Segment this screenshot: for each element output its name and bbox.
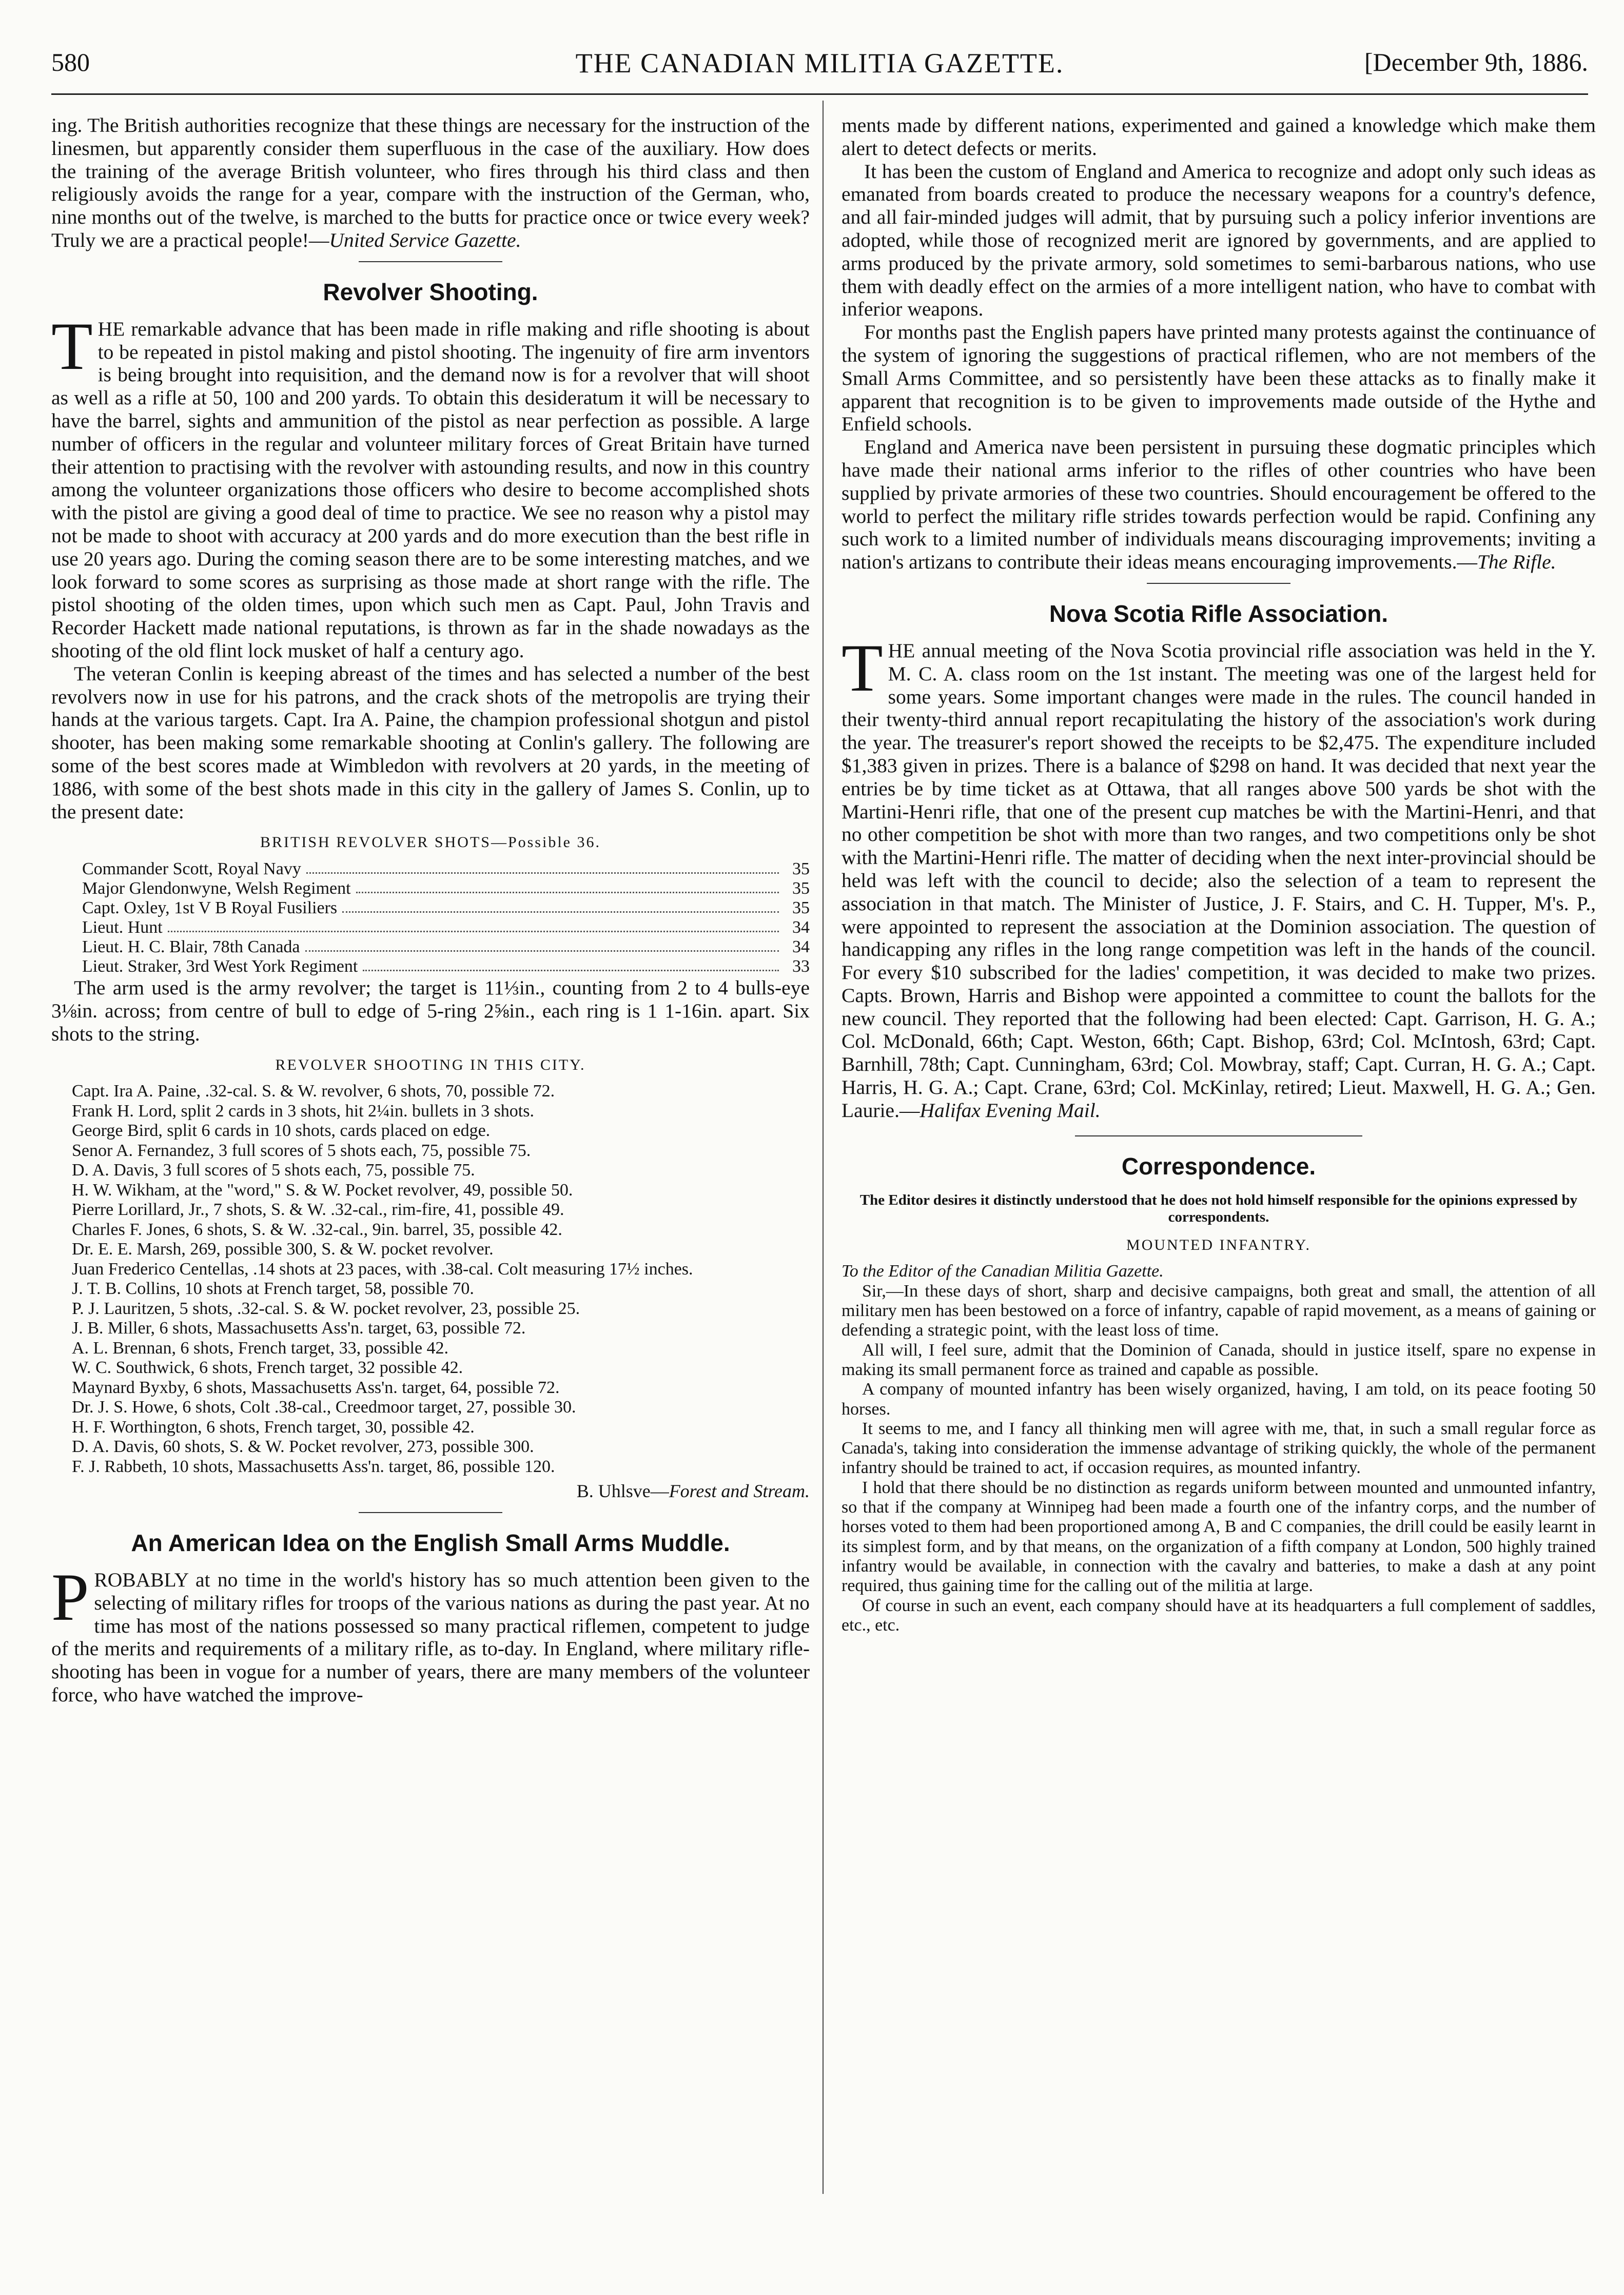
american-continuation-4-text: England and America nave been persistent in pursuing these dogmatic principles which have made their national arms inferior to the rifles of other countries who have been supplied by private armories of these two countries. Should encouragement be offered to the world to perfect the military rifle strides towards perfection would be rapid. Confining any such work to a limited number of individuals means discouraging improvements; inviting a nation's artizans to contribute their ideas means encouraging improvements.— bbox=[842, 436, 1596, 574]
city-shot-entry: Pierre Lorillard, Jr., 7 shots, S. & W. .32-cal., rim-fire, 41, possible 49. bbox=[72, 1200, 564, 1220]
left-column bbox=[51, 114, 810, 2212]
revolver-paragraph-2: The veteran Conlin is keeping abreast of the times and has selected a number of the best revolvers now in use for his patrons, and the crack shots of the metropolis are trying their hands at the various targets. Capt. Ira A. Paine, the champion professional shotgun and pistol shooter, has been making some remarkable shooting at Conlin's gallery. The following are some of the best scores made at Wimbledon with revolvers at 20 yards, in the meeting of 1886, with some of the best shots made in this city in the gallery of James S. Conlin, up to the present date: bbox=[51, 662, 810, 823]
shooter-name: Major Glendonwyne, Welsh Regiment bbox=[82, 879, 351, 898]
right-column bbox=[842, 114, 1596, 2212]
letter-subhead: MOUNTED INFANTRY. bbox=[1126, 1236, 1311, 1253]
letter-paragraph: Of course in such an event, each company should have at its headquarters a full complement of saddles, etc., etc. bbox=[842, 1596, 1596, 1635]
section-rule bbox=[359, 1512, 502, 1513]
letter-paragraph: It seems to me, and I fancy all thinking men will agree with me, that, in such a small regular force as Canada's, taking into consideration the immense advantage of striking quickly, the whole of the permanent infantry should be trained to act, if occasion requires, as mounted infantry. bbox=[842, 1419, 1596, 1478]
city-shots-list bbox=[72, 1082, 810, 1477]
american-continuation-3: For months past the English papers have printed many protests against the continuance of the system of ignoring the suggestions of practical riflemen, who are not members of the Small Arms Committee, and so persistently have been these attacks as to finally make it apparent that recognition is to be given to improvements made outside of the Hythe and Enfield schools. bbox=[842, 321, 1596, 436]
american-dropcap: P bbox=[51, 1559, 89, 1635]
shooter-score: 34 bbox=[792, 937, 810, 957]
city-shot-entry: A. L. Brennan, 6 shots, French target, 33, possible 42. bbox=[72, 1338, 449, 1358]
city-shot-entry: Capt. Ira A. Paine, .32-cal. S. & W. revolver, 6 shots, 70, possible 72. bbox=[72, 1082, 555, 1101]
shooter-name: Capt. Oxley, 1st V B Royal Fusiliers bbox=[82, 898, 338, 918]
section-rule bbox=[1147, 583, 1290, 584]
nova-source: Halifax Evening Mail. bbox=[919, 1099, 1101, 1122]
correspondence-title: Correspondence. bbox=[1121, 1152, 1316, 1180]
nova-dropcap: T bbox=[842, 630, 883, 705]
leader-dots bbox=[363, 957, 779, 971]
city-shot-entry: D. A. Davis, 3 full scores of 5 shots each, 75, possible 75. bbox=[72, 1161, 475, 1180]
shooter-name: Lieut. H. C. Blair, 78th Canada bbox=[82, 937, 300, 957]
section-rule bbox=[1075, 1135, 1362, 1136]
city-shot-entry: Charles F. Jones, 6 shots, S. & W. .32-cal., 9in. barrel, 35, possible 42. bbox=[72, 1220, 562, 1239]
leader-dots bbox=[306, 859, 779, 874]
intro-paragraph bbox=[51, 114, 810, 252]
leader-dots bbox=[356, 879, 779, 893]
american-continuation-2: It has been the custom of England and America to recognize and adopt only such ideas as emanated from boards created to produce the necessary weapons for a country's defence, and all fair-minded judges will admit, that by pursuing such a policy inferior inventions are adopted, while those of recognized merit are ignored by governments, and are applied to arms produced by the private armory, sold sometimes to semi-barbarous nations, who use them with deadly effect on the armies of a more intelligent nation, who have to combat with inferior weapons. bbox=[842, 160, 1596, 321]
signature-source: Forest and Stream. bbox=[669, 1481, 810, 1502]
british-shot-row bbox=[82, 918, 810, 937]
city-shot-entry: Juan Frederico Centellas, .14 shots at 23 paces, with .38-cal. Colt measuring 17½ inches. bbox=[72, 1259, 693, 1279]
editor-note: The Editor desires it distinctly understood that he does not hold himself responsible for the opinions expressed by correspondents. bbox=[859, 1191, 1578, 1225]
column-divider bbox=[823, 101, 824, 2194]
city-shot-entry: W. C. Southwick, 6 shots, French target, 32 possible 42. bbox=[72, 1358, 463, 1378]
letter-to-line: To the Editor of the Canadian Militia Gazette. bbox=[842, 1262, 1164, 1281]
revolver-dropcap: T bbox=[51, 308, 93, 384]
issue-date: [December 9th, 1886. bbox=[1364, 48, 1588, 76]
city-shot-entry: H. W. Wikham, at the "word," S. & W. Pocket revolver, 49, possible 50. bbox=[72, 1180, 573, 1200]
city-shot-entry: Senor A. Fernandez, 3 full scores of 5 shots each, 75, possible 75. bbox=[72, 1141, 531, 1160]
city-shots-title: REVOLVER SHOOTING IN THIS CITY. bbox=[275, 1056, 586, 1073]
british-shot-row bbox=[82, 879, 810, 898]
shooter-name: Commander Scott, Royal Navy bbox=[82, 859, 301, 879]
british-shots-list bbox=[51, 859, 810, 976]
city-shot-entry: F. J. Rabbeth, 10 shots, Massachusetts Ass'n. target, 86, possible 120. bbox=[72, 1457, 555, 1476]
british-shot-row bbox=[82, 898, 810, 918]
shooter-name: Lieut. Hunt bbox=[82, 918, 163, 937]
shooter-score: 35 bbox=[792, 898, 810, 918]
shooter-score: 34 bbox=[792, 918, 810, 937]
british-shot-row bbox=[82, 859, 810, 879]
leader-dots bbox=[305, 937, 779, 952]
masthead-title: THE CANADIAN MILITIA GAZETTE. bbox=[575, 48, 1064, 79]
revolver-p1-text: HE remarkable advance that has been made in rifle making and rifle shooting is about to be repeated in pistol making and pistol shooting. The ingenuity of fire arm inventors is being brought into requisition, and the demand now is for a revolver that will shoot as well as a rifle at 50, 100 and 200 yards. To obtain this desideratum it will be necessary to have the barrel, sights and ammunition of the pistol as near perfection as possible. A large number of officers in the regular and volunteer military forces of Great Britain have turned their attention to practising with the revolver with astounding results, and now in this country among the volunteer organizations those officers who desire to become accomplished shots with the pistol are giving a good deal of time to practice. We see no reason why a pistol may not be made to shoot with accuracy at 200 yards and do more execution than the best rifle in use 20 years ago. During the coming season there are to be some interesting matches, and we look forward to some scores as surprising as those made at short range with the rifle. The pistol shooting of the olden times, upon which such men as Capt. Paul, John Travis and Recorder Hackett made national reputations, is thrown as far in the shade nowadays as the shooting of the old flint lock musket of half a century ago. bbox=[51, 317, 810, 662]
city-shot-entry: P. J. Lauritzen, 5 shots, .32-cal. S. & W. pocket revolver, 23, possible 25. bbox=[72, 1299, 580, 1318]
city-shot-entry: J. T. B. Collins, 10 shots at French target, 58, possible 70. bbox=[72, 1279, 474, 1299]
intro-text: ing. The British authorities recognize that these things are necessary for the instruction of the linesmen, but apparently consider them superfluous in the case of the auxiliary. How does the training of the average British volunteer, who fires through his third class and then religiously avoids the range for a year, compare with the instruction of the German, who, nine months out of the twelve, is marched to the butts for practice once or twice every week? Truly we are a practical people!— bbox=[51, 114, 810, 251]
leader-dots bbox=[342, 898, 779, 913]
signature-name: B. Uhlsve— bbox=[576, 1481, 669, 1502]
revolver-paragraph-1 bbox=[51, 308, 810, 662]
british-shot-row bbox=[82, 937, 810, 957]
letter-paragraph: All will, I feel sure, admit that the Dominion of Canada, should in justice itself, spare no expense in making its small permanent force as trained and capable as possible. bbox=[842, 1340, 1596, 1379]
shooter-name: Lieut. Straker, 3rd West York Regiment bbox=[82, 957, 358, 976]
nova-title: Nova Scotia Rifle Association. bbox=[1049, 600, 1388, 627]
american-paragraph-1 bbox=[51, 1559, 810, 1706]
revolver-title: Revolver Shooting. bbox=[323, 278, 538, 305]
letter-paragraph: Sir,—In these days of short, sharp and decisive campaigns, both great and small, the attention of all military men has been bestowed on a force of infantry, capable of rapid movement, as a means of gaining or defending a strategic point, with the least loss of time. bbox=[842, 1281, 1596, 1340]
page-header bbox=[51, 47, 1588, 83]
city-shot-entry: Dr. E. E. Marsh, 269, possible 300, S. & W. pocket revolver. bbox=[72, 1240, 494, 1259]
city-shot-entry: Maynard Byxby, 6 shots, Massachusetts Ass'n. target, 64, possible 72. bbox=[72, 1378, 560, 1397]
revolver-paragraph-3: The arm used is the army revolver; the target is 11⅓in., counting from 2 to 4 bulls-eye 3⅛in. across; from centre of bull to edge of 5-ring 2⅝in., each ring is 1 1-16in. apart. Six shots to the string. bbox=[51, 976, 810, 1045]
shooter-score: 35 bbox=[792, 879, 810, 898]
american-source: The Rifle. bbox=[1477, 551, 1556, 574]
nova-paragraph bbox=[842, 630, 1596, 1122]
header-rule bbox=[51, 93, 1588, 95]
american-title: An American Idea on the English Small Arms Muddle. bbox=[131, 1529, 730, 1557]
city-shot-entry: H. F. Worthington, 6 shots, French target, 30, possible 42. bbox=[72, 1417, 475, 1437]
section-rule bbox=[359, 261, 502, 262]
city-shot-entry: Frank H. Lord, split 2 cards in 3 shots, hit 2¼in. bullets in 3 shots. bbox=[72, 1101, 534, 1121]
nova-text: HE annual meeting of the Nova Scotia provincial rifle association was held in the Y. M. C. A. class room on the 1st instant. The meeting was one of the largest held for some years. Some important changes were made in the rules. The council handed in their twenty-third annual report recapitulating the history of the association's work during the year. The treasurer's report showed the receipts to be $2,475. The expenditure included $1,383 given in prizes. There is a balance of $298 on hand. It was decided that next year the entries be by time ticket as at Ottawa, that all ranges above 500 yards be shot with the Martini-Henri rifle, that one of the present cup matches be with the Martini-Henri, and that no other competition be shot with more than two ranges, and two competitions only be shot with the Martini-Henri rifle. The matter of deciding when the next inter-provincial should be held was left with the council to decide; also the selection of a team to represent the association in that match. The Minister of Justice, J. F. Stairs, and C. H. Tupper, M's. P., were appointed to represent the association at the Dominion association. The question of handicapping any rifles in the long range competition was left in the hands of the council. For every $10 subscribed for the ladies' competition, it was decided to make two prizes. Capts. Brown, Harris and Bishop were appointed a committee to count the ballots for the new council. They reported that the following had been elected: Capt. Garrison, H. G. A.; Col. McDonald, 66th; Capt. Weston, 66th; Capt. Bishop, 63rd; Col. McIntosh, 63rd; Capt. Barnhill, 78th; Capt. Cunningham, 63rd; Col. Mowbray, staff; Capt. Curran, H. G. A.; Capt. Harris, H. G. A.; Capt. Crane, 63rd; Col. McKinlay, retired; Lieut. Maxwell, H. G. A.; Gen. Laurie.— bbox=[842, 639, 1596, 1122]
british-shots-title: BRITISH REVOLVER SHOTS—Possible 36. bbox=[260, 834, 601, 851]
shooter-score: 35 bbox=[792, 859, 810, 879]
shooter-score: 33 bbox=[792, 957, 810, 976]
city-shot-entry: Dr. J. S. Howe, 6 shots, Colt .38-cal., Creedmoor target, 27, possible 30. bbox=[72, 1398, 576, 1417]
letter-paragraph: A company of mounted infantry has been wisely organized, having, I am told, on its peace footing 50 horses. bbox=[842, 1380, 1596, 1419]
british-shot-row bbox=[82, 957, 810, 976]
american-continuation-1: ments made by different nations, experimented and gained a knowledge which make them alert to detect defects or merits. bbox=[842, 114, 1596, 160]
city-shot-entry: J. B. Miller, 6 shots, Massachusetts Ass'n. target, 63, possible 72. bbox=[72, 1319, 526, 1338]
city-shot-entry: D. A. Davis, 60 shots, S. & W. Pocket revolver, 273, possible 300. bbox=[72, 1437, 534, 1457]
leader-dots bbox=[168, 918, 779, 932]
city-shot-entry: George Bird, split 6 cards in 10 shots, cards placed on edge. bbox=[72, 1121, 491, 1141]
intro-source: United Service Gazette. bbox=[329, 228, 521, 251]
letter-body bbox=[842, 1262, 1596, 1635]
page-number: 580 bbox=[51, 48, 90, 76]
letter-paragraph: I hold that there should be no distinction as regards uniform between mounted and unmounted infantry, so that if the company at Winnipeg had been made a fourth one of the infantry corps, and the number of horses voted to them had been proportioned among A, B and C companies, the drill could be easily learnt in its simplest form, and by that means, on the organization of a fifth company at London, 500 highly trained infantry would be available, in connection with the cavalry and batteries, to make a dash at any point required, thus gaining time for the calling out of the militia at large. bbox=[842, 1478, 1596, 1596]
revolver-signature bbox=[51, 1480, 810, 1503]
american-p1-text: ROBABLY at no time in the world's history has so much attention been given to the selecting of military rifles for troops of the various nations as during the past year. At no time has most of the nations possessed so many practical riflemen, competent to judge of the merits and requirements of a military rifle, as to-day. In England, where military rifle-shooting has been in vogue for a number of years, there are many members of the volunteer force, who have watched the improve- bbox=[51, 1568, 810, 1706]
american-continuation-4 bbox=[842, 436, 1596, 574]
